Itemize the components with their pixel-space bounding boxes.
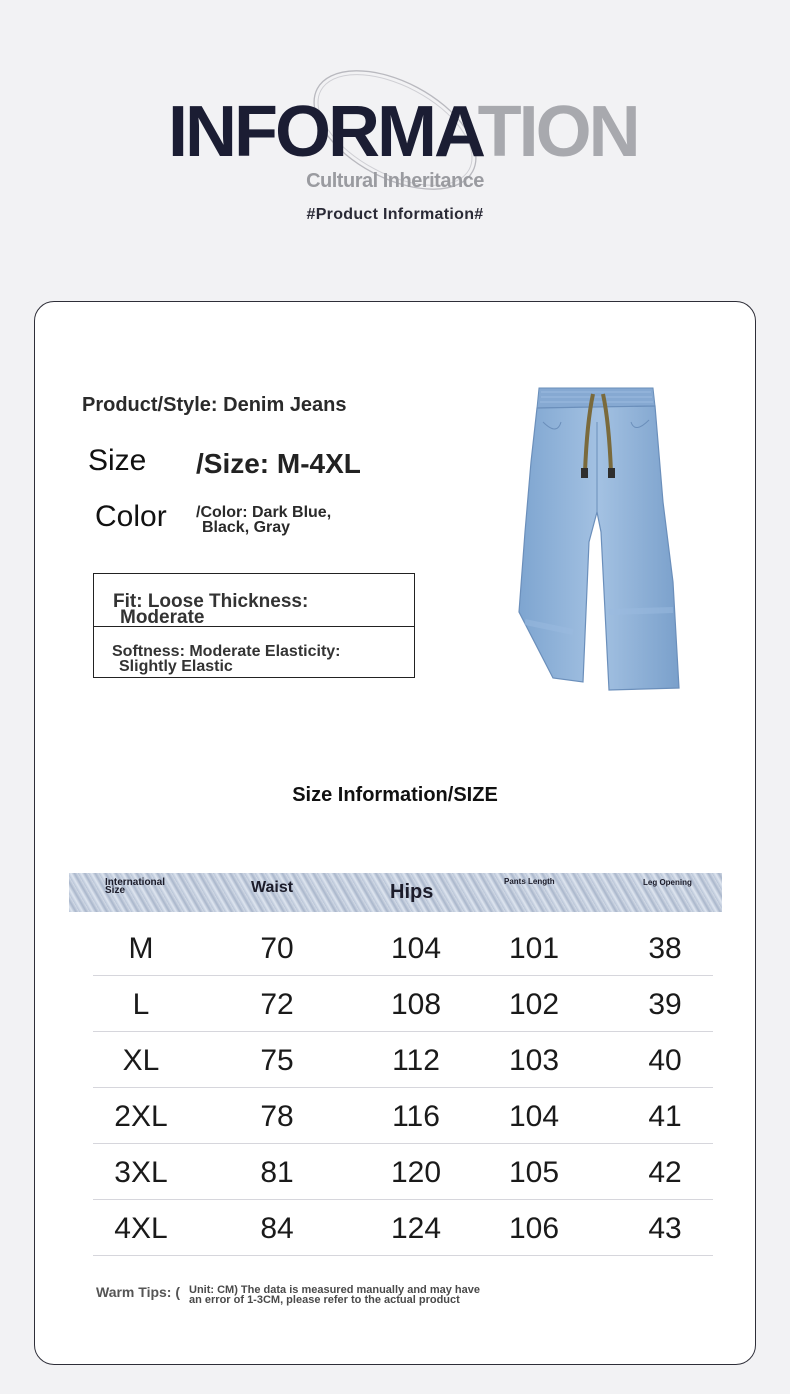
- title-light-part: TION: [477, 92, 638, 172]
- warm-tips-line1: Unit: CM) The data is measured manually and may have: [189, 1284, 480, 1296]
- cell-leg: 43: [648, 1212, 682, 1245]
- cell-hips: 116: [392, 1100, 440, 1133]
- cell-waist: 75: [260, 1044, 294, 1077]
- table-row: [93, 1032, 713, 1088]
- cell-size: 3XL: [114, 1156, 168, 1189]
- cell-leg: 41: [648, 1100, 682, 1133]
- table-row: [93, 920, 713, 976]
- header-international-line1: International: [105, 877, 166, 888]
- fit-line1: Fit: Loose Thickness:: [113, 591, 309, 612]
- header-pants-length: Pants Length: [504, 877, 555, 886]
- color-value: [196, 505, 396, 535]
- cell-size: XL: [122, 1044, 160, 1077]
- info-card: [34, 301, 756, 1365]
- softness-line2: Slightly Elastic: [119, 658, 233, 675]
- cell-waist: 81: [260, 1156, 294, 1189]
- color-value-line2: Black, Gray: [202, 519, 291, 536]
- size-value: /Size: M-4XL: [196, 448, 361, 479]
- cell-hips: 120: [390, 1156, 442, 1189]
- warm-tips-line2: an error of 1-3CM, please refer to the actual product: [189, 1294, 460, 1306]
- table-row: [93, 1088, 713, 1144]
- subtitle: [0, 170, 790, 193]
- table-row: [93, 976, 713, 1032]
- header-waist: Waist: [251, 879, 294, 896]
- cell-length: 105: [508, 1156, 560, 1189]
- softness-line1: Softness: Moderate Elasticity:: [112, 643, 341, 660]
- size-section-title: Size Information/SIZE: [292, 784, 498, 806]
- fit-line2: Moderate: [120, 607, 205, 628]
- cell-leg: 39: [648, 988, 682, 1021]
- header-hips: Hips: [390, 881, 434, 903]
- cell-size: 2XL: [114, 1100, 168, 1133]
- cell-leg: 38: [648, 932, 682, 965]
- header-international-line2: Size: [105, 885, 126, 896]
- cell-waist: 72: [260, 988, 294, 1021]
- attributes-box: [93, 573, 415, 678]
- size-table-body: [93, 920, 713, 1256]
- table-row: [93, 1200, 713, 1256]
- cell-leg: 40: [648, 1044, 682, 1077]
- cell-hips: 108: [390, 988, 442, 1021]
- header-international-size: [105, 879, 165, 895]
- header: [0, 0, 790, 280]
- cell-size: 4XL: [114, 1212, 168, 1245]
- cell-hips: 112: [392, 1044, 440, 1077]
- fit-row: [94, 574, 414, 627]
- warm-tips: [96, 1284, 480, 1306]
- warm-tips-text: [189, 1285, 480, 1305]
- jeans-image: [513, 382, 683, 694]
- cell-hips: 104: [390, 932, 442, 965]
- cell-length: 106: [508, 1212, 560, 1245]
- cell-waist: 84: [260, 1212, 294, 1245]
- cell-length: 102: [508, 988, 560, 1021]
- cell-size: M: [128, 932, 154, 965]
- cell-size: L: [132, 988, 150, 1021]
- color-label: Color: [95, 500, 167, 533]
- cell-length: 101: [508, 932, 560, 965]
- cell-length: 104: [508, 1100, 560, 1133]
- cell-waist: 70: [260, 932, 294, 965]
- header-leg-opening: Leg Opening: [643, 878, 692, 887]
- title-dark-part: INFORMA: [168, 92, 478, 172]
- table-row: [93, 1144, 713, 1200]
- subtitle-text: Cultural Inheritance: [306, 170, 484, 192]
- product-style: Product/Style: Denim Jeans: [82, 394, 347, 416]
- cell-length: 103: [508, 1044, 560, 1077]
- warm-tips-label: Warm Tips: (: [96, 1284, 181, 1300]
- color-value-line1: /Color: Dark Blue,: [196, 504, 332, 521]
- cell-hips: 124: [390, 1212, 442, 1245]
- size-table-header: [69, 873, 722, 912]
- cell-waist: 78: [260, 1100, 294, 1133]
- softness-row: [94, 627, 414, 677]
- cell-leg: 42: [648, 1156, 682, 1189]
- size-label: Size: [88, 444, 147, 477]
- product-info-tag: #Product Information#: [306, 206, 484, 223]
- page-title: [168, 92, 638, 172]
